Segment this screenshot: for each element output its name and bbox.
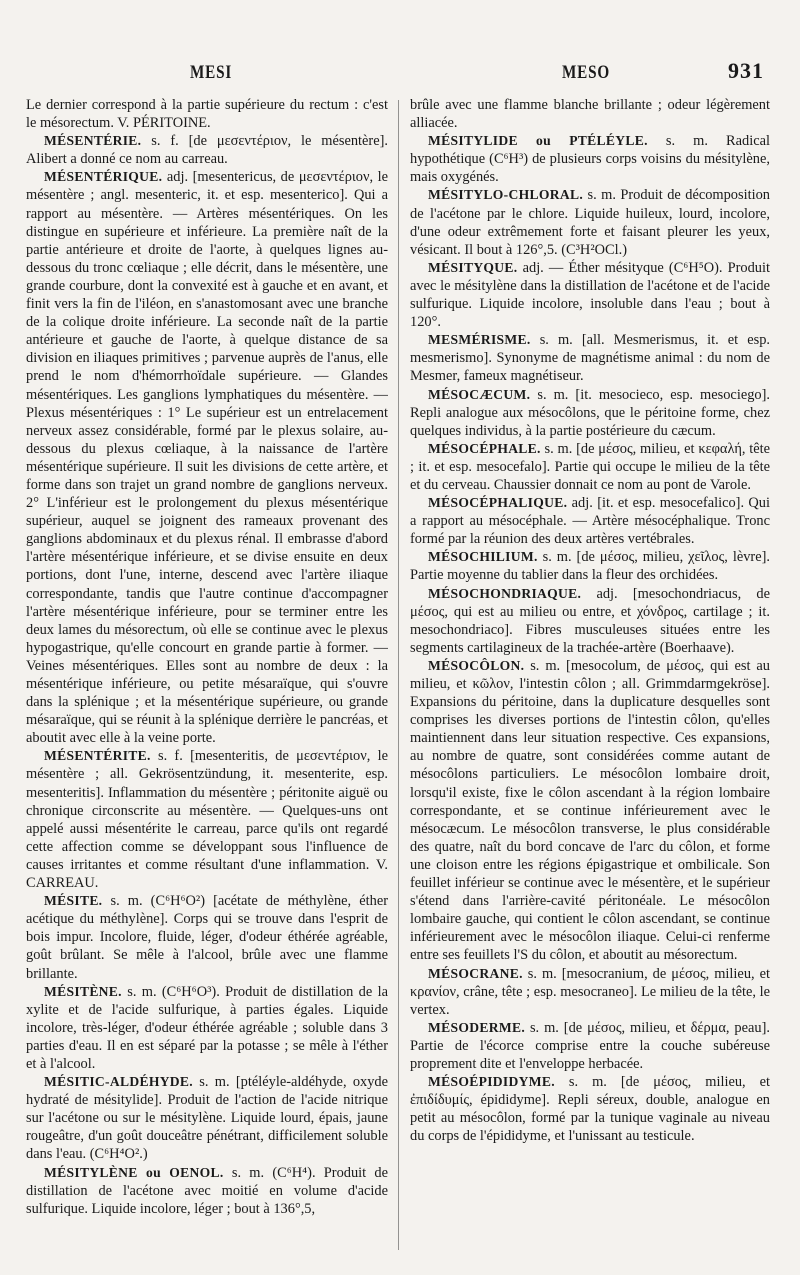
entry-body: s. m. [mesocolum, de μέσος, qui est au milieu, et κῶλον, l'intestin côlon ; all. Grimmdarmgekröse]. Expansions du péritoine, dans la duplicature desquelles sont comprises les diverses portions de l'intestin côlon, qu'elles maintiennent dans leur situation respective. Ces expansions, au nombre de quatre, sont considérées comme autant de mésocôlons particuliers. Le mésocôlon lombaire droit, lorsqu'il existe, fixe le côlon ascendant à la région lombaire correspondante, et se continue inférieurement avec le mésocæcum. Le mésocôlon transverse, le plus considérable des quatre, naît du bord concave de l'arc du côlon, et forme une cloison entre les régions épigastrique et ombilicale. Son feuillet inférieur se continue avec le mésentère, et le supérieur s'étend dans l'arrière-cavité péritonéale. Le mésocôlon lombaire gauche, qui contient le côlon ascendant, se continue inférieurement avec le mésocôlon iliaque. Celui-ci renferme entre ses feuillets l'S du côlon, et aboutit au mésorectum. xyxy=(410,657,770,964)
entry-headword: MÉSITÈNE. xyxy=(44,983,122,999)
entry-headword: MÉSENTÉRIE. xyxy=(44,133,142,149)
entry-headword: MÉSOCRANE. xyxy=(428,965,523,981)
entry xyxy=(410,494,770,548)
entry xyxy=(410,585,770,657)
entry-body: s. m. (C⁶H⁶O³). Produit de distillation de la xylite et de l'acide sulfurique, à parties égales. Liquide incolore, très-léger, d'odeur éthérée agréable ; soluble dans 3 parties d'eau. Il en est séparé par la potasse ; se mêle à l'éther et à l'alcool. xyxy=(26,983,388,1072)
entry-body: s. m. [de μέσος, milieu, et κεφαλή, tête ; it. et esp. mesocefalo]. Partie qui occupe le milieu de la tête et du cerveau. Chaussier donnait ce nom au pont de Varole. xyxy=(410,440,770,493)
entry xyxy=(410,548,770,584)
entry xyxy=(410,1073,770,1145)
entry-headword: MÉSITYLIDE ou PTÉLÉYLE. xyxy=(428,133,648,149)
page-number: 931 xyxy=(728,58,764,83)
entry-headword: MÉSITE. xyxy=(44,893,103,909)
entry-body: adj. — Éther mésityque (C⁶H⁵O). Produit avec le mésitylène dans la distillation de l'acétone et de l'acide sulfurique. Liquide incolore, insoluble dans l'eau ; bout à 120°. xyxy=(410,259,770,331)
entry-headword: MÉSENTÉRITE. xyxy=(44,748,151,764)
entry-body: s. m. [de μέσος, milieu, et ἐπιδίδυμίς, épididyme]. Repli séreux, double, analogue en petit au mésocôlon, formé par la tunique vaginale au niveau du corps de l'épididyme, et l'unissant au testicule. xyxy=(410,1074,770,1145)
entry-body: s. m. [de μέσος, milieu, χεῖλος, lèvre]. Partie moyenne du tablier dans la fleur des orchidées. xyxy=(410,549,770,584)
entry-body: adj. [mesentericus, de μεσεντέριον, le mésentère ; angl. mesenteric, it. et esp. mesenterico]. Qui a rapport au mésentère. — Artères mésentériques. On les distingue en supérieure et inférieure. La première naît de la partie antérieure et droite de l'aorte, à quelques lignes au-dessous du tronc cœliaque ; elle décrit, dans le mésentère, une grande courbure, dont la convexité est à gauche et en avant, et finit vers la fin de l'iléon, en s'anastomosant avec une branche de la colique droite inférieure. La seconde naît de la partie antérieure et gauche de l'aorte, à quelque distance de sa division en iliaques primitives ; parvenue auprès de l'anus, elle prend le nom d'hémorrhoïdale supérieure. — Glandes mésentériques. Les ganglions lymphatiques du mésentère. — Plexus mésentériques : 1° Le supérieur est un entrelacement nerveux assez considérable, formé par le plexus solaire, au-dessous du plexus cœliaque, à la naissance de l'artère mésentérique supérieure. Il suit les divisions de cette artère, et forme dans son trajet un grand nombre de ganglions nerveux. 2° L'inférieur est le prolongement du plexus mésentérique supérieur, auquel se joignent des rameaux provenant des ganglions abdominaux et du plexus rénal. Il embrasse d'abord l'artère mésentérique inférieure, et se divise ensuite en deux portions, dont l'une, interne, descend avec l'artère iliaque correspondante, tandis que l'autre continue d'accompagner l'artère mésentérique inférieure, pour se terminer entre les deux lames du mésorectum, où elle se continue avec le plexus hypogastrique, qu'elle concourt en grande partie à former. — Veines mésentériques. Elles sont au nombre de deux : la mésentérique inférieure, ou petite mésaraïque, qui s'ouvre dans la splénique ; et la mésentérique supérieure, ou grande mésaraïque, qui se réunit à la splénique derrière le pancréas, et aboutit avec elle à la veine porte. xyxy=(26,169,388,747)
entry-headword: MÉSITIC-ALDÉHYDE. xyxy=(44,1074,193,1090)
entry-headword: MÉSOCÉPHALIQUE. xyxy=(428,495,568,511)
entry xyxy=(26,892,388,982)
entry-body: s. m. (C⁶H⁶O²) [acétate de méthylène, éther acétique du méthylène]. Corps qui se trouve dans l'esprit de bois impur. Incolore, fluide, léger, d'odeur éthérée agréable, goût brûlant. Se mêle à l'alcool, brûle avec une flamme brillante. xyxy=(26,893,388,982)
entry-body: s. m. [de μέσος, milieu, et δέρμα, peau]. Partie de l'écorce comprise entre la couche subéreuse proprement dite et l'enveloppe herbacée. xyxy=(410,1019,770,1072)
entry xyxy=(410,965,770,1019)
entry xyxy=(410,440,770,494)
entry xyxy=(410,1019,770,1073)
entry xyxy=(26,168,388,747)
running-header xyxy=(0,58,800,92)
entry-body: s. m. [ptéléyle-aldéhyde, oxyde hydraté de mésitylide]. Produit de l'action de l'acide nitrique sur l'acétone ou sur le mésitylène. Liquide lourd, épais, jaune rougeâtre, d'un goût douceâtre pénétrant, difficilement soluble dans l'eau. (C⁶H⁴O².) xyxy=(26,1074,388,1163)
entry-body: s. m. [mesocranium, de μέσος, milieu, et κρανίον, crâne, tête ; esp. mesocraneo]. Le milieu de la tête, le vertex. xyxy=(410,965,770,1018)
entry-body: Le dernier correspond à la partie supérieure du rectum : c'est le mésorectum. V. PÉRITOINE. xyxy=(26,97,388,132)
entry-body: s. m. (C⁶H⁴). Produit de distillation de l'acétone avec moitié en volume d'acide sulfurique. Liquide incolore, léger ; bout à 136°,5, xyxy=(26,1164,388,1217)
entry xyxy=(410,96,770,132)
entry xyxy=(26,983,388,1073)
entry-body: s. m. Radical hypothétique (C⁶H³) de plusieurs corps voisins du mésitylène, mais oxygénés. xyxy=(410,133,770,186)
entry xyxy=(26,132,388,168)
entry xyxy=(410,331,770,385)
entry-body: s. m. [all. Mesmerismus, it. et esp. mesmerismo]. Synonyme de magnétisme animal : du nom de Mesmer, fameux magnétiseur. xyxy=(410,332,770,385)
entry-body: adj. [it. et esp. mesocefalico]. Qui a rapport au mésocéphale. — Artère mésocéphalique. Tronc formé par la réunion des deux artères vertébrales. xyxy=(410,495,770,548)
entry-body: s. f. [mesenteritis, de μεσεντέριον, le mésentère ; all. Gekrösentzündung, it. mesenterite, esp. mesenteritis]. Inflammation du mésentère ; péritonite aiguë ou chronique circonscrite au mésentère. — Quelques-uns ont appelé aussi mésentérite le carreau, parce qu'ils ont regardé cette affection comme se développant sous l'influence de causes irritantes et comme résultant d'une inflammation. V. CARREAU. xyxy=(26,748,388,892)
entry-headword: MÉSOCÔLON. xyxy=(428,657,525,673)
right-guide-word: MESO xyxy=(562,62,610,83)
entry xyxy=(410,132,770,186)
entry xyxy=(26,96,388,132)
entry-headword: MESMÉRISME. xyxy=(428,332,531,348)
entry xyxy=(26,747,388,892)
entry-headword: MÉSOCHONDRIAQUE. xyxy=(428,585,582,601)
entry-headword: MÉSENTÉRIQUE. xyxy=(44,169,163,185)
entry-headword: MÉSITYQUE. xyxy=(428,259,518,275)
entry-headword: MÉSODERME. xyxy=(428,1019,526,1035)
entry-headword: MÉSITYLÈNE ou OENOL. xyxy=(44,1164,224,1180)
entry xyxy=(410,657,770,965)
entry xyxy=(410,259,770,331)
left-column xyxy=(26,96,388,1261)
right-column xyxy=(410,96,770,1261)
entry-body: s. f. [de μεσεντέριον, le mésentère]. Alibert a donné ce nom au carreau. xyxy=(26,133,388,168)
entry-body: s. m. [it. mesocieco, esp. mesociego]. Repli analogue aux mésocôlons, que le péritoine forme, chez quelques individus, à la partie postérieure du cæcum. xyxy=(410,386,770,439)
entry-headword: MÉSOCÉPHALE. xyxy=(428,440,541,456)
entry-headword: MÉSOÉPIDIDYME. xyxy=(428,1074,555,1090)
entry xyxy=(26,1164,388,1218)
column-divider xyxy=(398,100,399,1250)
entry-headword: MÉSITYLO-CHLORAL. xyxy=(428,187,584,203)
entry-headword: MÉSOCÆCUM. xyxy=(428,386,531,402)
entry xyxy=(410,386,770,440)
entry-headword: MÉSOCHILIUM. xyxy=(428,549,538,565)
entry-body: adj. [mesochondriacus, de μέσος, qui est au milieu ou entre, et χόνδρος, cartilage ; it. mesochondriaco]. Fibres musculeuses situées entre les segments cartilagineux de la trachée-artère (Boerhaave). xyxy=(410,585,770,656)
entry-body: brûle avec une flamme blanche brillante ; odeur légèrement alliacée. xyxy=(410,97,770,132)
entry xyxy=(26,1073,388,1163)
left-guide-word: MESI xyxy=(190,62,233,83)
entry-body: s. m. Produit de décomposition de l'acétone par le chlore. Liquide huileux, lourd, incolore, d'une odeur extrêmement forte et faisant pleurer les yeux, vésicant. Il bout à 126°,5. (C³H²OCl.) xyxy=(410,187,770,258)
entry xyxy=(410,186,770,258)
